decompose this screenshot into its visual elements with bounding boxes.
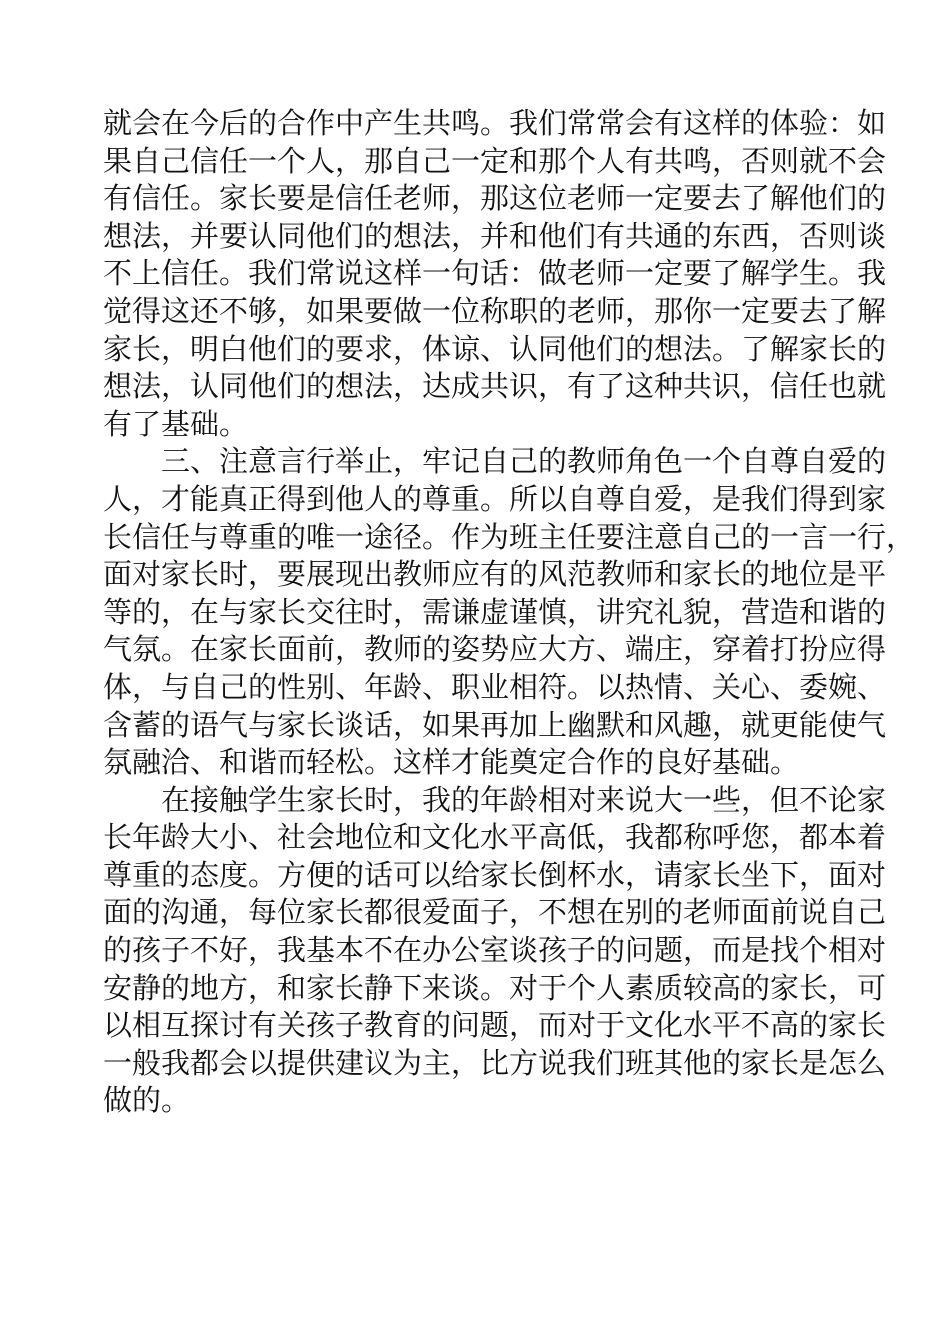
text-line: 有了基础。 — [103, 406, 249, 441]
text-line: 含蓄的语气与家长谈话，如果再加上幽默和风趣，就更能使气 — [103, 707, 887, 742]
text-line: 的孩子不好，我基本不在办公室谈孩子的问题，而是找个相对 — [103, 933, 887, 968]
text-line: 一般我都会以提供建议为主，比方说我们班其他的家长是怎么 — [103, 1045, 887, 1080]
text-line: 想法，认同他们的想法，达成共识，有了这种共识，信任也就 — [103, 369, 887, 404]
text-line: 长年龄大小、社会地位和文化水平高低，我都称呼您，都本着 — [103, 820, 887, 855]
text-line: 果自己信任一个人，那自己一定和那个人有共鸣，否则就不会 — [103, 143, 887, 178]
text-line: 不上信任。我们常说这样一句话：做老师一定要了解学生。我 — [103, 256, 887, 291]
text-line: 等的，在与家长交往时，需谦虚谨慎，讲究礼貌，营造和谐的 — [103, 594, 887, 629]
text-line: 气氛。在家长面前，教师的姿势应大方、端庄，穿着打扮应得 — [103, 632, 887, 667]
text-line: 做的。 — [103, 1083, 191, 1118]
text-line: 有信任。家长要是信任老师，那这位老师一定要去了解他们的 — [103, 181, 887, 216]
text-line: 觉得这还不够，如果要做一位称职的老师，那你一定要去了解 — [103, 293, 887, 328]
text-line: 想法，并要认同他们的想法，并和他们有共通的东西，否则谈 — [103, 218, 887, 253]
text-line: 三、注意言行举止，牢记自己的教师角色一个自尊自爱的 — [103, 444, 887, 479]
text-line: 体，与自己的性别、年龄、职业相符。以热情、关心、委婉、 — [103, 669, 887, 704]
text-line: 人，才能真正得到他人的尊重。所以自尊自爱，是我们得到家 — [103, 481, 887, 516]
paragraph-3 — [103, 782, 887, 1120]
text-line: 以相互探讨有关孩子教育的问题，而对于文化水平不高的家长 — [103, 1008, 887, 1043]
text-line: 面的沟通，每位家长都很爱面子，不想在别的老师面前说自己 — [103, 895, 887, 930]
paragraph-1 — [103, 105, 887, 443]
body-text — [103, 105, 916, 1120]
text-line: 安静的地方，和家长静下来谈。对于个人素质较高的家长，可 — [103, 970, 887, 1005]
paragraph-2 — [103, 443, 916, 781]
text-line: 长信任与尊重的唯一途径。作为班主任要注意自己的一言一行， — [103, 519, 916, 554]
text-line: 氛融洽、和谐而轻松。这样才能奠定合作的良好基础。 — [103, 745, 800, 780]
text-line: 家长，明白他们的要求，体谅、认同他们的想法。了解家长的 — [103, 331, 887, 366]
text-line: 在接触学生家长时，我的年龄相对来说大一些，但不论家 — [103, 782, 887, 817]
text-line: 就会在今后的合作中产生共鸣。我们常常会有这样的体验：如 — [103, 106, 887, 140]
text-line: 尊重的态度。方便的话可以给家长倒杯水，请家长坐下，面对 — [103, 857, 887, 892]
text-line: 面对家长时，要展现出教师应有的风范教师和家长的地位是平 — [103, 557, 887, 592]
